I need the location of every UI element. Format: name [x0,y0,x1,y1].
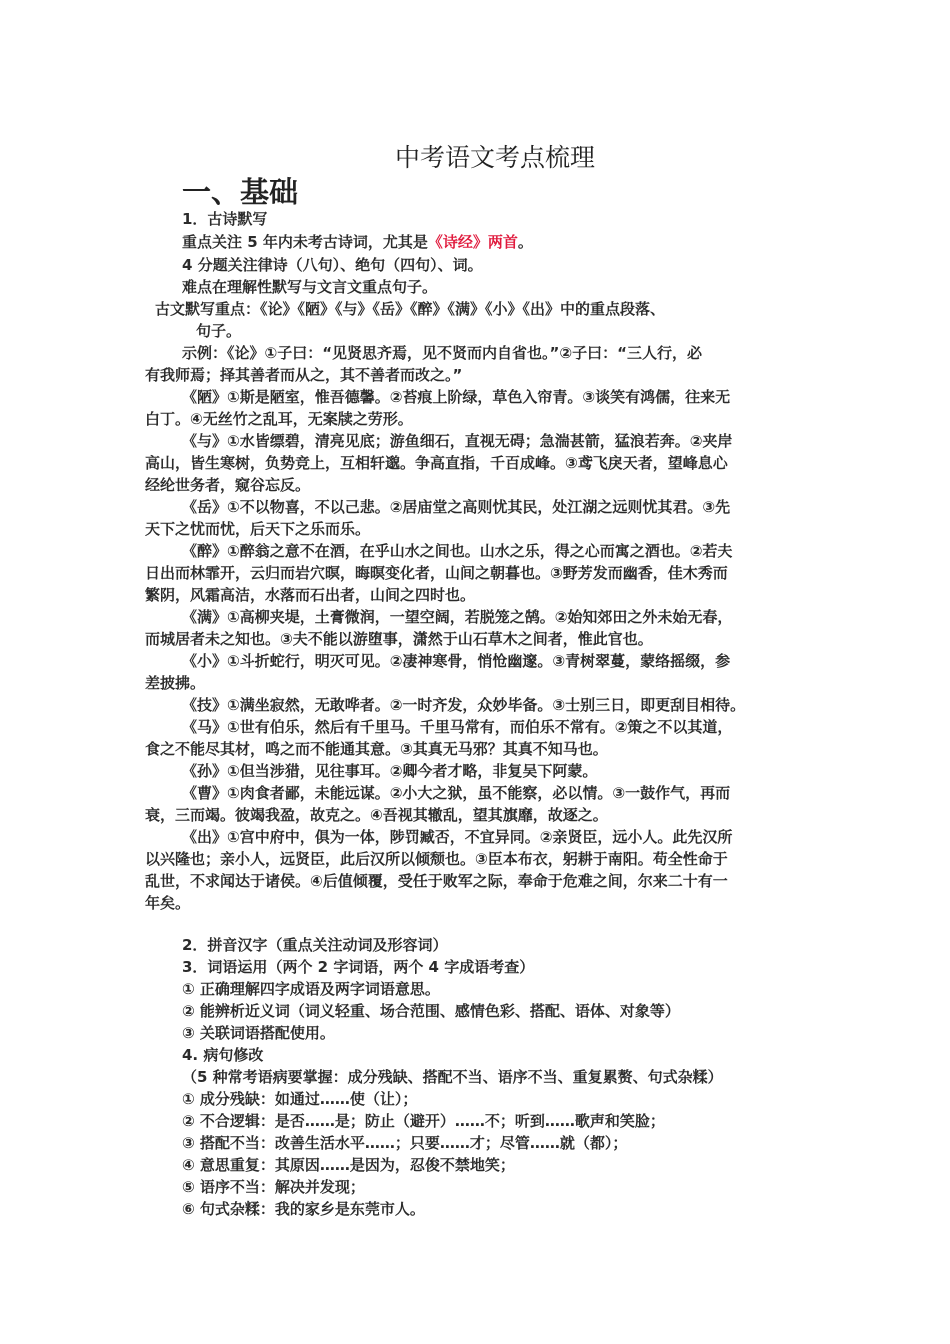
list-item: ② 不合逻辑：是否……是；防止（避开）……不；听到……歌声和笑脸； [182,1112,665,1130]
focus-line [182,231,533,252]
list-item: ① 成分残缺：如通过……使（让）； [182,1090,418,1108]
subheading-poetry: 1．古诗默写 [182,210,268,228]
example-line: 年矣。 [145,894,191,912]
example-line: 《曹》①肉食者鄙，未能远谋。②小大之狱，虽不能察，必以情。③一鼓作气，再而 [182,784,731,802]
list-item: ③ 搭配不当：改善生活水平……；只要……才；尽管……就（都）； [182,1134,628,1152]
example-line: 而城居者未之知也。③夫不能以游堕事，潇然于山石草木之间者，惟此官也。 [145,630,653,648]
focus-text: 重点关注 5 年内未考古诗词，尤其是 [182,233,428,251]
example-line: 以兴隆也；亲小人，远贤臣，此后汉所以倾颓也。③臣本布衣，躬耕于南阳。苟全性命于 [145,850,728,868]
example-line: 衰，三而竭。彼竭我盈，故克之。④吾视其辙乱，望其旗靡，故逐之。 [145,806,608,824]
example-line: 日出而林霏开，云归而岩穴暝，晦暝变化者，山间之朝暮也。③野芳发而幽香，佳木秀而 [145,564,728,582]
body-line: 古文默写重点：《论》《陋》《与》《岳》《醉》《满》《小》《出》中的重点段落、 [155,300,666,318]
list-item: ① 正确理解四字成语及两字词语意思。 [182,980,440,998]
example-line: 差披拂。 [145,674,206,692]
example-line: 《陋》①斯是陋室，惟吾德馨。②苔痕上阶绿，草色入帘青。③谈笑有鸿儒，往来无 [182,388,731,406]
section-heading: 一、基础 [182,175,299,209]
example-line: 乱世，不求闻达于诸侯。④后值倾覆，受任于败军之际，奉命于危难之间，尔来二十有一 [145,872,728,890]
example-line: 《孙》①但当涉猎，见往事耳。②卿今者才略，非复吴下阿蒙。 [182,762,598,780]
example-line: 《马》①世有伯乐，然后有千里马。千里马常有，而伯乐不常有。②策之不以其道， [182,718,733,736]
example-line: 天下之忧而忧，后天下之乐而乐。 [145,520,371,538]
list-item: ④ 意思重复：其原因……是因为，忍俊不禁地笑； [182,1156,515,1174]
subheading-pinyin: 2．拼音汉字（重点关注动词及形容词） [182,936,448,954]
example-line: 食之不能尽其材，鸣之而不能通其意。③其真无马邪？其真不知马也。 [145,740,608,758]
example-line: 《醉》①醉翁之意不在酒，在乎山水之间也。山水之乐，得之心而寓之酒也。②若夫 [182,542,733,560]
body-line: （5 种常考语病要掌握：成分残缺、搭配不当、语序不当、重复累赘、句式杂糅） [182,1068,723,1086]
example-line: 《满》①高柳夹堤，土膏微润，一望空阔，若脱笼之鹄。②始知郊田之外未始无春， [182,608,733,626]
body-line: 4 分题关注律诗（八句）、绝句（四句）、词。 [182,256,483,274]
list-item: ③ 关联词语搭配使用。 [182,1024,335,1042]
subheading-words: 3．词语运用（两个 2 字词语，两个 4 字成语考查） [182,958,535,976]
example-line: 《岳》①不以物喜，不以己悲。②居庙堂之高则忧其民，处江湖之远则忧其君。③先 [182,498,731,516]
list-item: ⑤ 语序不当：解决并发现； [182,1178,365,1196]
subheading-sentences: 4. 病句修改 [182,1046,264,1064]
example-line: 示例：《论》①子曰：“见贤思齐焉，见不贤而内自省也。”②子曰：“三人行，必 [182,344,702,362]
example-line: 高山，皆生寒树，负势竞上，互相轩邈。争高直指，千百成峰。③鸢飞戾天者，望峰息心 [145,454,728,472]
focus-end: 。 [517,233,533,251]
example-line: 《与》①水皆缥碧，清亮见底；游鱼细石，直视无碍；急湍甚箭，猛浪若奔。②夹岸 [182,432,733,450]
example-line: 《技》①满坐寂然，无敢哗者。②一时齐发，众妙毕备。③士别三日，即更刮目相待。 [182,696,746,714]
example-line: 《小》①斗折蛇行，明灭可见。②凄神寒骨，悄怆幽邃。③青树翠蔓，蒙络摇缀，参 [182,652,731,670]
list-item: ⑥ 句式杂糅：我的家乡是东莞市人。 [182,1200,425,1218]
example-line: 有我师焉；择其善者而从之，其不善者而改之。” [145,366,463,384]
list-item: ② 能辨析近义词（词义轻重、场合范围、感情色彩、搭配、语体、对象等） [182,1002,680,1020]
highlight-text: 《诗经》两首 [427,233,518,251]
example-line: 繁阴，风霜高洁，水落而石出者，山间之四时也。 [145,586,476,604]
document-title: 中考语文考点梳理 [394,143,595,172]
body-line: 句子。 [196,322,242,340]
example-line: 经纶世务者，窥谷忘反。 [145,476,311,494]
example-line: 白丁。④无丝竹之乱耳，无案牍之劳形。 [145,410,413,428]
example-line: 《出》①宫中府中，俱为一体，陟罚臧否，不宜异同。②亲贤臣，远小人。此先汉所 [182,828,733,846]
body-line: 难点在理解性默写与文言文重点句子。 [182,278,438,296]
